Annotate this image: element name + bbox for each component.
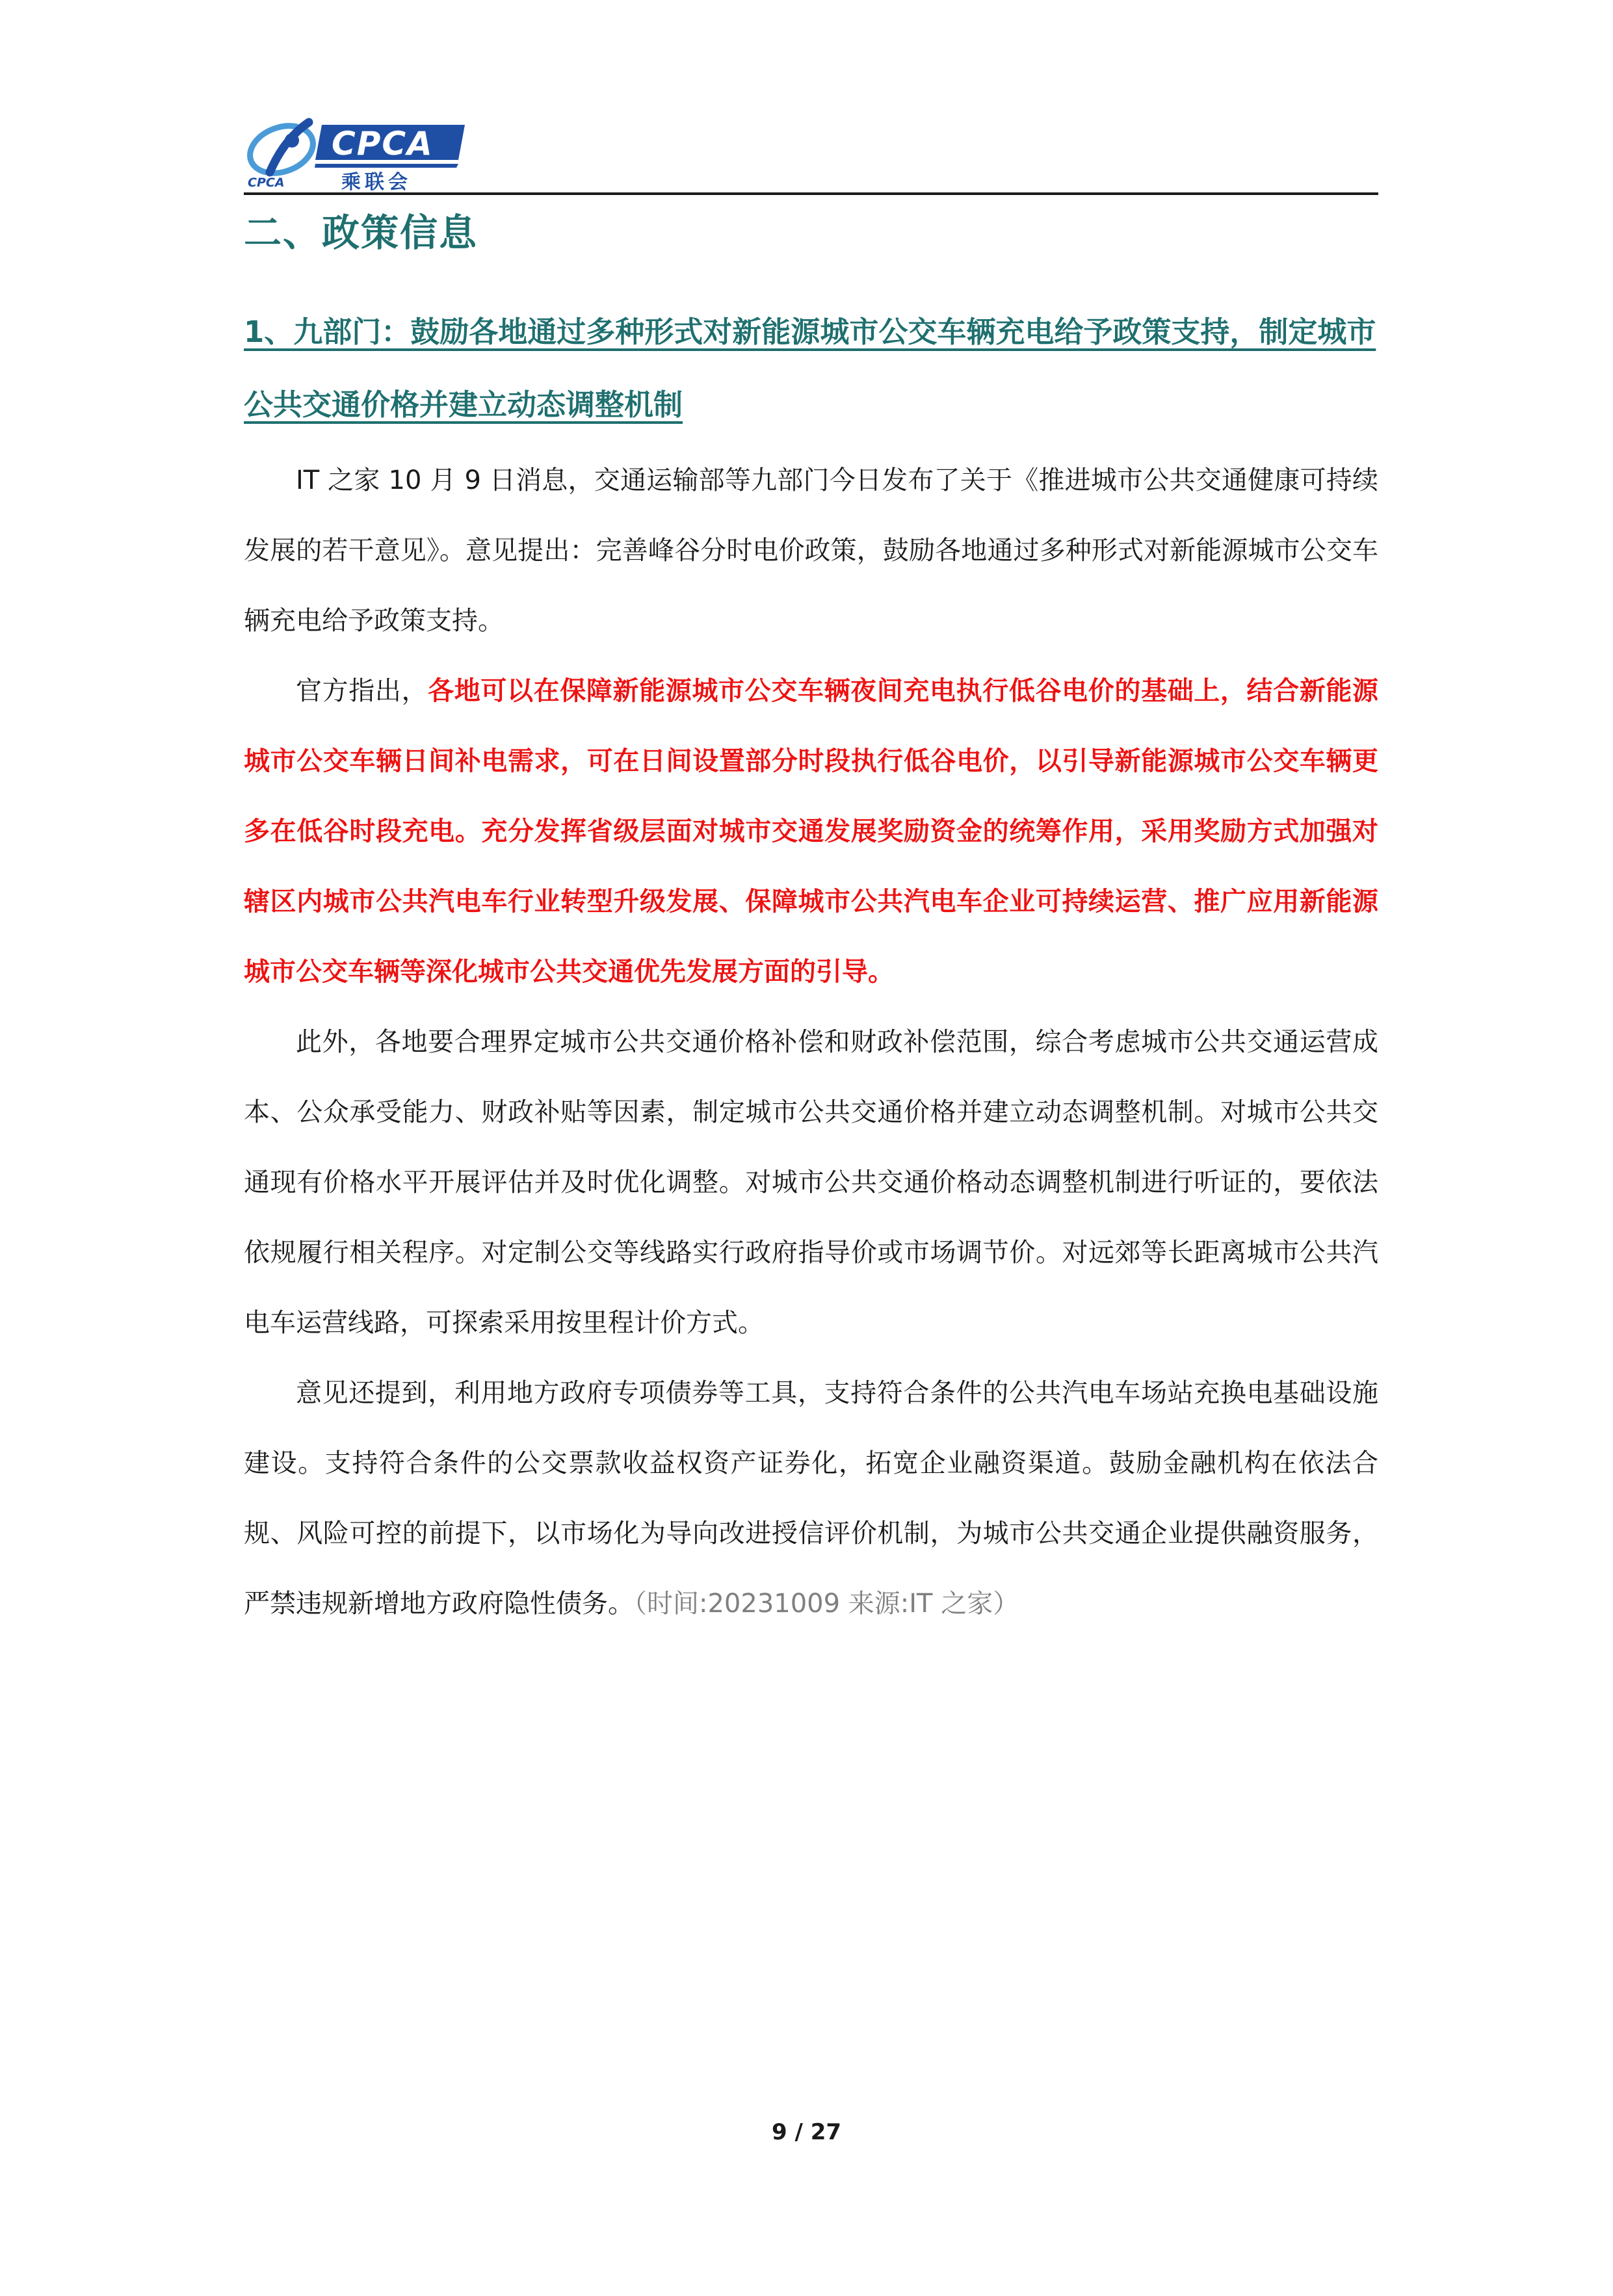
paragraph-2-lead: 官方指出， [296,676,428,706]
section-heading: 二、政策信息 [244,211,479,255]
article-title [244,296,1378,441]
svg-text:CPCA: CPCA [332,125,434,163]
paragraph-2-highlight: 各地可以在保障新能源城市公交车辆夜间充电执行低谷电价的基础上，结合新能源城市公交车辆日间补电需求，可在日间设置部分时段执行低谷电价，以引导新能源城市公交车辆更多在低谷时段充电。充分发挥省级层面对城市交通发展奖励资金的统筹作用，采用奖励方式加强对辖区内城市公共汽电车行业转型升级发展、保障城市公共汽电车企业可持续运营、推广应用新能源城市公交车辆等深化城市公共交通优先发展方面的引导。 [244,676,1378,987]
cpca-logo-icon [244,111,478,192]
article-title-text: 1、九部门：鼓励各地通过多种形式对新能源城市公交车辆充电给予政策支持，制定城市公共交通价格并建立动态调整机制 [244,315,1376,422]
page-number: 9 / 27 [771,2119,842,2145]
svg-text:乘联会: 乘联会 [341,171,412,192]
paragraph-2 [244,656,1378,1007]
paragraph-4-text: 意见还提到，利用地方政府专项债券等工具，支持符合条件的公共汽电车场站充换电基础设施建设。支持符合条件的公交票款收益权资产证券化，拓宽企业融资渠道。鼓励金融机构在依法合规、风险可控的前提下，以市场化为导向改进授信评价机制，为城市公共交通企业提供融资服务，严禁违规新增地方政府隐性债务。 [244,1378,1378,1619]
paragraph-1: IT 之家 10 月 9 日消息，交通运输部等九部门今日发布了关于《推进城市公共交通健康可持续发展的若干意见》。意见提出：完善峰谷分时电价政策，鼓励各地通过多种形式对新能源城市公交车辆充电给予政策支持。 [244,465,1378,636]
svg-text:CPCA: CPCA [248,176,285,190]
source-note: （时间:20231009 来源:IT 之家） [634,1589,1019,1619]
paragraph-4 [244,1358,1378,1639]
header-divider [244,192,1378,195]
page-header [244,111,1378,195]
article-body [244,445,1378,1639]
paragraph-3: 此外，各地要合理界定城市公共交通价格补偿和财政补偿范围，综合考虑城市公共交通运营成本、公众承受能力、财政补贴等因素，制定城市公共交通价格并建立动态调整机制。对城市公共交通现有价格水平开展评估并及时优化调整。对城市公共交通价格动态调整机制进行听证的，要依法依规履行相关程序。对定制公交等线路实行政府指导价或市场调节价。对远郊等长距离城市公共汽电车运营线路，可探索采用按里程计价方式。 [244,1027,1378,1338]
